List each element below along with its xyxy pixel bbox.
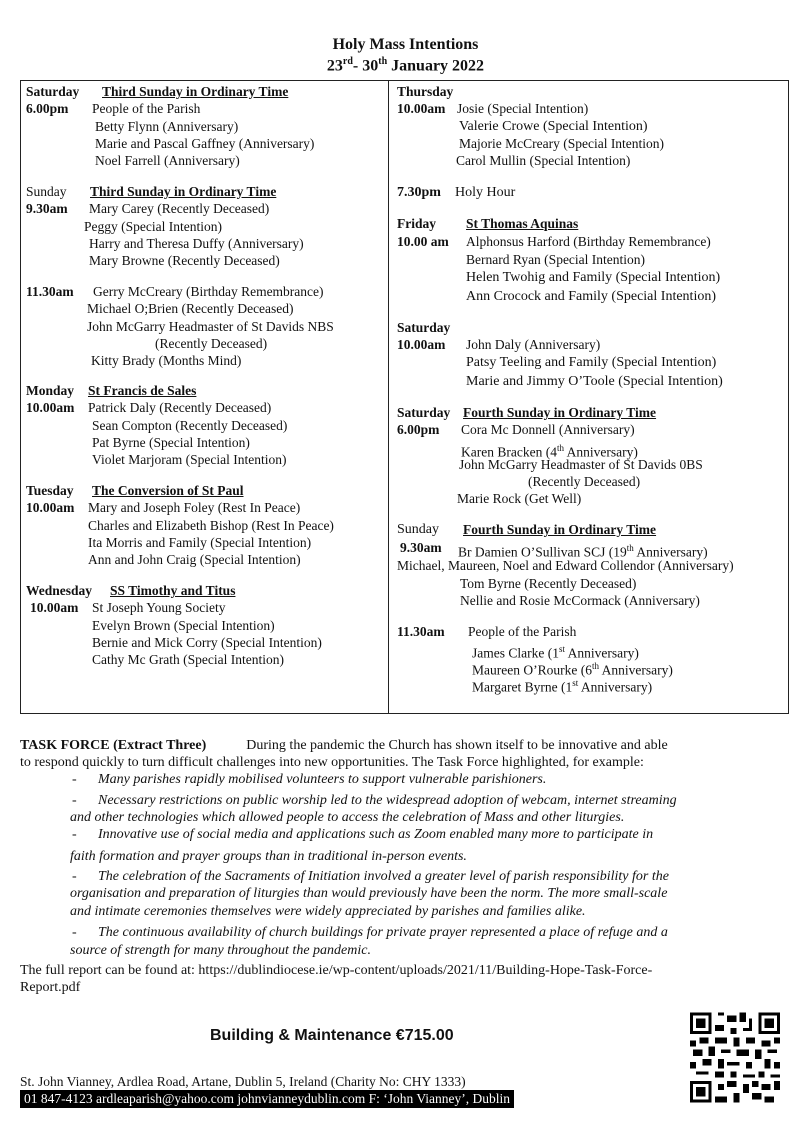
mass-time: 10.00am xyxy=(26,400,75,415)
intro-text: During the pandemic the Church has shown itself to be innovative and able xyxy=(246,738,668,753)
intention xyxy=(472,675,652,696)
day-label: Thursday xyxy=(397,84,454,99)
intention: John McGarry Headmaster of St Davids 0BS xyxy=(459,457,703,472)
feast-label: Fourth Sunday in Ordinary Time xyxy=(463,522,657,537)
feast-label: St Thomas Aquinas xyxy=(466,216,579,231)
ordinal-suffix: th xyxy=(556,443,564,453)
intention: Patrick Daly (Recently Deceased) xyxy=(88,400,272,415)
intention-text: Anniversary) xyxy=(598,662,673,678)
intention: Sean Compton (Recently Deceased) xyxy=(92,418,288,433)
feast-label: Third Sunday in Ordinary Time xyxy=(90,184,277,199)
intention: Bernard Ryan (Special Intention) xyxy=(466,252,646,267)
intention: People of the Parish xyxy=(468,624,577,639)
intention: Majorie McCreary (Special Intention) xyxy=(459,136,665,151)
parish-address: St. John Vianney, Ardlea Road, Artane, Dublin 5, Ireland (Charity No: CHY 1333) xyxy=(20,1074,466,1089)
task-force-heading: TASK FORCE (Extract Three) xyxy=(20,738,207,753)
day-label: Monday xyxy=(26,383,75,398)
bullet-dash: - xyxy=(72,827,77,842)
intention: Marie and Jimmy O’Toole (Special Intention) xyxy=(466,374,723,389)
bullet-text: and other technologies which allowed people to access the celebration of Mass and other liturgies. xyxy=(70,810,625,825)
intention: Ann and John Craig (Special Intention) xyxy=(88,552,301,567)
day-label: Friday xyxy=(397,216,436,231)
intention-text: Anniversary) xyxy=(633,544,708,560)
bullet-text: Many parishes rapidly mobilised volunteers to support vulnerable parishioners. xyxy=(98,772,547,787)
feast-label: The Conversion of St Paul xyxy=(92,483,244,498)
date-start-suffix: rd xyxy=(342,56,353,67)
bullet-text: The continuous availability of church buildings for private prayer represented a place of refuge and a xyxy=(98,925,668,940)
bullet-text: Innovative use of social media and applications such as Zoom enabled many more to participate in xyxy=(98,827,654,842)
intention: Harry and Theresa Duffy (Anniversary) xyxy=(89,236,304,251)
date-range xyxy=(0,56,811,75)
date-start: 23 xyxy=(326,57,343,75)
page-title: Holy Mass Intentions xyxy=(332,36,479,53)
intention: Mary Carey (Recently Deceased) xyxy=(89,201,270,216)
intention: Josie (Special Intention) xyxy=(457,101,589,116)
intention: Gerry McCreary (Birthday Remembrance) xyxy=(93,284,324,299)
parish-contact: 01 847-4123 ardleaparish@yahoo.com johnvianneydublin.com F: ‘John Vianney’, Dublin xyxy=(20,1090,514,1108)
intention: Cora Mc Donnell (Anniversary) xyxy=(461,422,635,437)
mass-time: 7.30pm xyxy=(397,185,441,200)
intention: People of the Parish xyxy=(92,101,201,116)
day-label: Tuesday xyxy=(26,483,74,498)
bullet-item xyxy=(72,868,669,885)
intention: Noel Farrell (Anniversary) xyxy=(95,153,240,168)
intention: Helen Twohig and Family (Special Intention) xyxy=(466,270,721,285)
bullet-dash: - xyxy=(72,869,77,884)
intention: Cathy Mc Grath (Special Intention) xyxy=(92,652,284,667)
mass-time: 11.30am xyxy=(397,624,445,639)
bullet-item xyxy=(72,771,546,788)
intention: Ita Morris and Family (Special Intention) xyxy=(88,535,312,550)
intention: Bernie and Mick Corry (Special Intention) xyxy=(92,635,322,650)
intention-text: James Clarke (1 xyxy=(472,645,559,661)
intention: Kitty Brady (Months Mind) xyxy=(91,353,242,368)
intention: Pat Byrne (Special Intention) xyxy=(92,435,250,450)
intention: Betty Flynn (Anniversary) xyxy=(95,119,239,134)
intention: Mary and Joseph Foley (Rest In Peace) xyxy=(88,500,301,515)
ordinal-suffix: st xyxy=(558,644,565,654)
intention: Michael O;Brien (Recently Deceased) xyxy=(87,301,294,316)
intention: St Joseph Young Society xyxy=(92,600,226,615)
intention: Valerie Crowe (Special Intention) xyxy=(459,119,648,134)
intention-text: Br Damien O’Sullivan SCJ (19 xyxy=(458,544,627,560)
date-end-suffix: th xyxy=(378,56,388,67)
mass-time: 9.30am xyxy=(26,201,68,216)
bullet-text: and intimate ceremonies themselves were widely appreciated by parishes and families alike. xyxy=(70,904,586,919)
feast-label: St Francis de Sales xyxy=(88,383,197,398)
bullet-text: Necessary restrictions on public worship led to the widespread adoption of webcam, internet streaming xyxy=(98,793,677,808)
intention: Michael, Maureen, Noel and Edward Collendor (Anniversary) xyxy=(397,558,734,573)
qr-code-icon xyxy=(690,1010,780,1105)
intention: Marie and Pascal Gaffney (Anniversary) xyxy=(95,136,315,151)
bullet-text: The celebration of the Sacraments of Initiation involved a greater level of parish responsibility for the xyxy=(98,869,669,884)
bullet-dash: - xyxy=(72,925,77,940)
intention: (Recently Deceased) xyxy=(528,474,641,489)
intention: Carol Mullin (Special Intention) xyxy=(456,153,631,168)
intention: Evelyn Brown (Special Intention) xyxy=(92,618,275,633)
day-label: Sunday xyxy=(397,522,439,537)
report-link[interactable]: Report.pdf xyxy=(20,980,81,995)
mass-time: 6.00pm xyxy=(26,101,69,116)
intention: Charles and Elizabeth Bishop (Rest In Peace) xyxy=(88,518,334,533)
mass-time: 10.00am xyxy=(397,101,446,116)
bullet-item xyxy=(72,826,653,843)
intention: Peggy (Special Intention) xyxy=(84,219,222,234)
bullet-text: source of strength for many throughout the pandemic. xyxy=(70,943,371,958)
feast-label: SS Timothy and Titus xyxy=(110,583,236,598)
day-label: Saturday xyxy=(397,320,451,335)
intention: Alphonsus Harford (Birthday Remembrance) xyxy=(466,234,711,249)
day-label: Saturday xyxy=(26,84,80,99)
feast-label: Third Sunday in Ordinary Time xyxy=(102,84,289,99)
intention-text: Maureen O’Rourke (6 xyxy=(472,662,592,678)
intention-text: Anniversary) xyxy=(563,444,638,460)
intention: Ann Crocock and Family (Special Intention) xyxy=(466,289,716,304)
day-label: Saturday xyxy=(397,405,451,420)
bullet-dash: - xyxy=(72,793,77,808)
maintenance-total: Building & Maintenance €715.00 xyxy=(210,1027,454,1044)
intention: Marie Rock (Get Well) xyxy=(457,491,582,506)
bullet-dash: - xyxy=(72,772,77,787)
date-month: January 2022 xyxy=(387,57,485,75)
intention: Tom Byrne (Recently Deceased) xyxy=(460,576,637,591)
mass-time: 10.00am xyxy=(30,600,79,615)
date-end: - 30 xyxy=(352,57,379,75)
day-label: Sunday xyxy=(26,184,67,199)
intention: Patsy Teeling and Family (Special Intention) xyxy=(466,355,717,370)
intention: Nellie and Rosie McCormack (Anniversary) xyxy=(460,593,700,608)
intention: (Recently Deceased) xyxy=(155,336,268,351)
bullet-item xyxy=(72,792,677,809)
ordinal-suffix: st xyxy=(572,678,579,688)
intention-text: Margaret Byrne (1 xyxy=(472,679,573,695)
intention-text: Anniversary) xyxy=(565,645,639,661)
intention-text: Karen Bracken (4 xyxy=(461,444,557,460)
holy-hour-label: Holy Hour xyxy=(455,185,516,200)
column-divider xyxy=(388,80,389,714)
report-link[interactable]: The full report can be found at: https://dublindiocese.ie/wp-content/uploads/2021/11/Building-Hope-Task-Force- xyxy=(20,963,653,978)
intention: John McGarry Headmaster of St Davids NBS xyxy=(87,319,334,334)
intention: John Daly (Anniversary) xyxy=(466,337,601,352)
mass-time: 10.00am xyxy=(397,337,446,352)
mass-time: 6.00pm xyxy=(397,422,440,437)
intro-text: to respond quickly to turn difficult challenges into new opportunities. The Task Force highlighted, for example: xyxy=(20,755,644,770)
task-force-intro xyxy=(20,737,668,754)
ordinal-suffix: th xyxy=(626,543,634,553)
mass-time: 10.00am xyxy=(26,500,75,515)
intention: Violet Marjoram (Special Intention) xyxy=(92,452,287,467)
mass-time: 11.30am xyxy=(26,284,74,299)
ordinal-suffix: th xyxy=(591,661,599,671)
bullet-text: organisation and preparation of liturgies than would previously have been the norm. The more small-scale xyxy=(70,886,668,901)
mass-time: 10.00 am xyxy=(397,234,449,249)
intention-text: Anniversary) xyxy=(578,679,653,695)
bullet-item xyxy=(72,924,668,941)
bullet-text: faith formation and prayer groups than in traditional in-person events. xyxy=(70,849,467,864)
intention: Mary Browne (Recently Deceased) xyxy=(89,253,280,268)
day-label: Wednesday xyxy=(26,583,93,598)
mass-time: 9.30am xyxy=(400,540,442,555)
feast-label: Fourth Sunday in Ordinary Time xyxy=(463,405,657,420)
